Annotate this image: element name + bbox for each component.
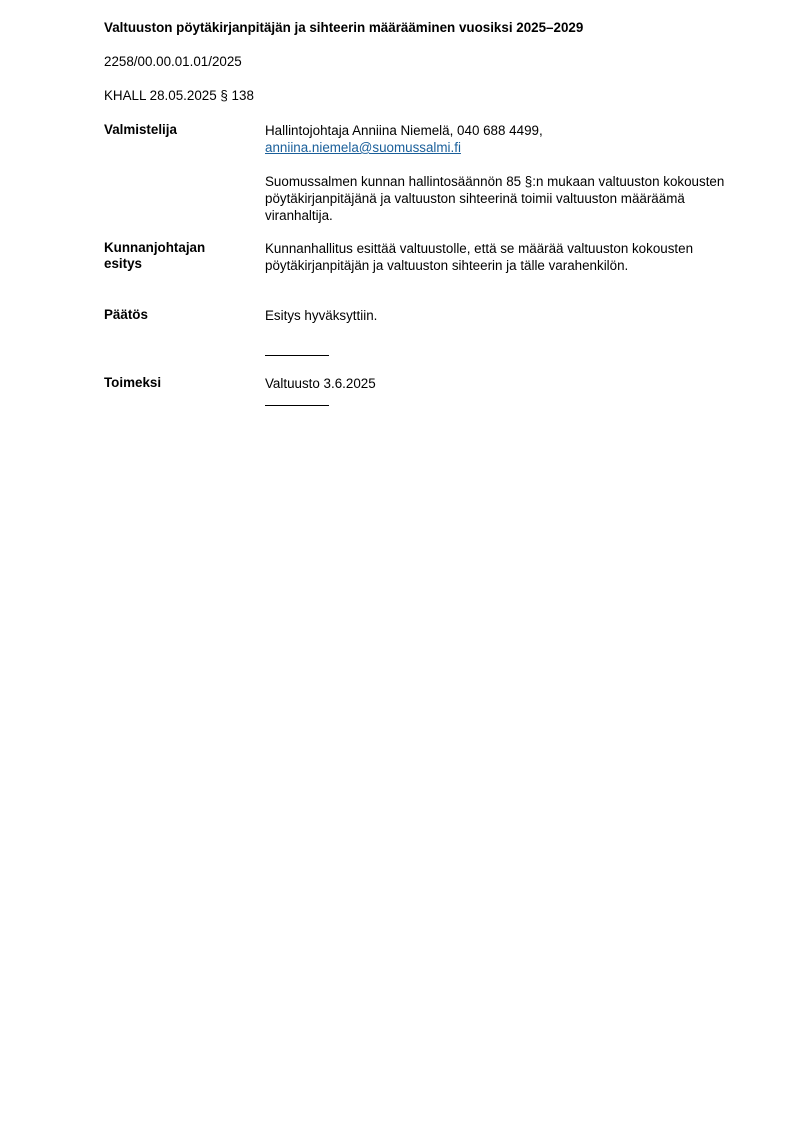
meeting-reference: KHALL 28.05.2025 § 138: [104, 88, 254, 103]
valmistelija-label: Valmistelija: [104, 122, 177, 137]
esitys-content: Kunnanhallitus esittää valtuustolle, että se määrää valtuuston kokousten pöytäkirjanpitäjän ja valtuuston sihteerin ja tälle varahenkilön.: [265, 241, 694, 273]
document-title: Valtuuston pöytäkirjanpitäjän ja sihteerin määrääminen vuosiksi 2025–2029: [104, 20, 584, 35]
email-link[interactable]: anniina.niemela@suomussalmi.fi: [265, 140, 461, 155]
preparer-line: Hallintojohtaja Anniina Niemelä, 040 688 4499,: [265, 123, 543, 138]
paatos-label: Päätös: [104, 307, 148, 322]
esitys-label-line1: Kunnanjohtajan: [104, 240, 206, 255]
toimeksi-content: Valtuusto 3.6.2025: [265, 376, 376, 391]
divider-line: [265, 405, 329, 406]
valmistelija-body: Suomussalmen kunnan hallintosäännön 85 §:n mukaan valtuuston kokousten pöytäkirjanpitäjänä ja valtuuston sihteerinä toimii valtuuston määräämä viranhaltija.: [265, 174, 725, 223]
esitys-label-line2: esitys: [104, 256, 142, 271]
preparer-info: [265, 122, 735, 156]
toimeksi-label: Toimeksi: [104, 375, 162, 390]
divider-line: [265, 355, 329, 356]
reference-number: 2258/00.00.01.01/2025: [104, 54, 242, 69]
paatos-content: Esitys hyväksyttiin.: [265, 308, 378, 323]
valmistelija-content: [265, 122, 735, 224]
esitys-label: [104, 240, 205, 272]
